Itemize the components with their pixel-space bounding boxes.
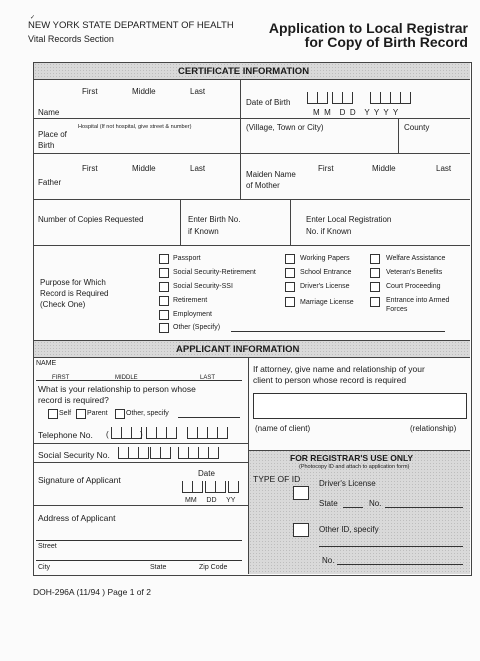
row-divider <box>34 79 470 80</box>
registrar-state-label: State <box>319 499 338 508</box>
registrar-no2-label: No. <box>322 556 335 565</box>
drivers-license-id-label: Driver's License <box>319 479 376 488</box>
telephone-number-boxes[interactable] <box>187 427 228 439</box>
attorney-instructions-1: If attorney, give name and relationship of your <box>253 364 425 374</box>
veterans-checkbox[interactable] <box>370 268 380 278</box>
other-purpose-checkbox[interactable] <box>159 323 169 333</box>
other-relationship-checkbox[interactable] <box>115 409 125 419</box>
maiden-label-1: Maiden Name <box>246 170 296 179</box>
court-checkbox[interactable] <box>370 282 380 292</box>
school-entrance-checkbox[interactable] <box>285 268 295 278</box>
row-divider <box>34 462 248 463</box>
purpose-label-1: Purpose for Which <box>40 278 106 287</box>
ss-ssi-label: Social Security-SSI <box>173 283 233 290</box>
date-month-boxes[interactable] <box>182 481 203 493</box>
row-divider <box>34 443 248 444</box>
applicant-first-label: FIRST <box>52 375 70 381</box>
working-papers-label: Working Papers <box>300 255 350 262</box>
row-divider <box>34 357 470 358</box>
county-label: County <box>404 123 430 132</box>
applicant-last-label: LAST <box>200 375 216 381</box>
retirement-label: Retirement <box>173 297 208 304</box>
dob-format-hint: M M D D Y Y Y Y <box>313 108 399 117</box>
date-label: Date <box>198 469 215 478</box>
cert-name-label: Name <box>38 108 60 117</box>
row-divider <box>34 118 470 119</box>
armed-forces-label-2: Forces <box>386 306 408 313</box>
date-format-hint: MM DD YY <box>185 497 236 504</box>
certificate-heading: CERTIFICATE INFORMATION <box>178 66 310 77</box>
row-divider <box>34 245 470 246</box>
hospital-label: Hospital (If not hospital, give street & number) <box>78 124 192 130</box>
relationship-question-2: record is required? <box>38 395 109 405</box>
ssn-part1-boxes[interactable] <box>118 447 149 459</box>
other-id-field[interactable] <box>319 546 463 547</box>
section-name: Vital Records Section <box>28 34 114 44</box>
local-reg-label-2: No. if Known <box>306 227 352 236</box>
signature-label: Signature of Applicant <box>38 475 121 485</box>
place-label-1: Place of <box>38 130 67 139</box>
col-divider <box>398 119 399 153</box>
place-label-2: Birth <box>38 141 55 150</box>
form-title-line1: Application to Local Registrar <box>268 20 468 36</box>
col-divider <box>290 200 291 245</box>
col-divider <box>240 80 241 118</box>
applicant-heading: APPLICANT INFORMATION <box>176 344 300 355</box>
date-year-boxes[interactable] <box>228 481 239 493</box>
applicant-name-label: NAME <box>36 360 57 367</box>
self-label: Self <box>59 410 72 417</box>
street-field[interactable] <box>36 540 242 541</box>
zip-label: Zip Code <box>199 564 228 571</box>
other-id-checkbox[interactable] <box>293 523 309 537</box>
registrar-note: (Photocopy ID and attach to application form) <box>299 464 410 470</box>
ss-retirement-label: Social Security-Retirement <box>173 269 256 276</box>
veterans-label: Veteran's Benefits <box>386 269 443 276</box>
telephone-paren-open: ( <box>106 430 109 439</box>
father-first-label: First <box>82 164 98 173</box>
registrar-no2-field[interactable] <box>337 564 463 565</box>
ssn-part2-boxes[interactable] <box>150 447 171 459</box>
relationship-label: (relationship) <box>410 424 457 433</box>
ss-ssi-checkbox[interactable] <box>159 282 169 292</box>
working-papers-checkbox[interactable] <box>285 254 295 264</box>
village-label: (Village, Town or City) <box>246 123 324 132</box>
client-box[interactable] <box>253 393 467 419</box>
telephone-label: Telephone No. <box>38 430 93 440</box>
telephone-area-code-boxes[interactable] <box>111 427 142 439</box>
ssn-label: Social Security No. <box>38 450 110 460</box>
applicant-middle-label: MIDDLE <box>115 375 138 381</box>
mother-middle-label: Middle <box>372 164 396 173</box>
city-state-zip-field[interactable] <box>36 560 242 561</box>
date-day-boxes[interactable] <box>205 481 226 493</box>
col-divider <box>180 200 181 245</box>
dob-month-boxes[interactable] <box>307 92 328 104</box>
telephone-paren-close: ) <box>140 430 143 439</box>
registrar-heading: FOR REGISTRAR'S USE ONLY <box>290 453 414 463</box>
dob-day-boxes[interactable] <box>332 92 353 104</box>
welfare-label: Welfare Assistance <box>386 255 446 262</box>
retirement-checkbox[interactable] <box>159 296 169 306</box>
birth-no-label-2: if Known <box>188 227 219 236</box>
telephone-exchange-boxes[interactable] <box>146 427 177 439</box>
father-middle-label: Middle <box>132 164 156 173</box>
row-divider <box>34 199 470 200</box>
registrar-no-field[interactable] <box>385 507 463 508</box>
street-label: Street <box>38 543 57 550</box>
drivers-license-id-checkbox[interactable] <box>293 486 309 500</box>
other-purpose-label: Other (Specify) <box>173 324 221 331</box>
copies-label: Number of Copies Requested <box>38 215 144 224</box>
registrar-no-label: No. <box>369 499 382 508</box>
form-title-line2: for Copy of Birth Record <box>304 34 468 50</box>
attorney-instructions-2: client to person whose record is required <box>253 375 407 385</box>
drivers-license-checkbox[interactable] <box>285 282 295 292</box>
armed-forces-checkbox[interactable] <box>370 297 380 307</box>
col-divider <box>240 119 241 153</box>
cert-last-label: Last <box>190 87 206 96</box>
employment-label: Employment <box>173 311 212 318</box>
school-entrance-label: School Entrance <box>300 269 352 276</box>
drivers-license-label: Driver's License <box>300 283 350 290</box>
header-mark: ✓ <box>30 15 36 21</box>
purpose-label-3: (Check One) <box>40 300 86 309</box>
parent-label: Parent <box>87 410 108 417</box>
self-checkbox[interactable] <box>48 409 58 419</box>
relationship-question-1: What is your relationship to person whose <box>38 384 196 394</box>
agency-name: NEW YORK STATE DEPARTMENT OF HEALTH <box>28 20 234 31</box>
court-label: Court Proceeding <box>386 283 441 290</box>
other-purpose-field[interactable] <box>231 331 445 332</box>
mother-first-label: First <box>318 164 334 173</box>
form-number: DOH-296A (11/94 ) Page 1 of 2 <box>33 587 151 597</box>
father-label: Father <box>38 178 62 187</box>
state-label: State <box>150 564 167 571</box>
passport-checkbox[interactable] <box>159 254 169 264</box>
other-relationship-field[interactable] <box>178 417 240 418</box>
address-label: Address of Applicant <box>38 513 116 523</box>
col-divider <box>240 154 241 199</box>
purpose-label-2: Record is Required <box>40 289 109 298</box>
ss-retirement-checkbox[interactable] <box>159 268 169 278</box>
marriage-license-label: Marriage License <box>300 299 354 306</box>
father-last-label: Last <box>190 164 206 173</box>
ssn-part3-boxes[interactable] <box>178 447 219 459</box>
client-label: (name of client) <box>255 424 311 433</box>
row-divider <box>249 450 470 451</box>
type-of-id-label: TYPE OF ID <box>253 474 301 484</box>
employment-checkbox[interactable] <box>159 310 169 320</box>
dob-year-boxes[interactable] <box>370 92 411 104</box>
armed-forces-label-1: Entrance into Armed <box>386 297 450 304</box>
row-divider <box>34 153 470 154</box>
mother-last-label: Last <box>436 164 452 173</box>
dob-label: Date of Birth <box>246 98 291 107</box>
welfare-checkbox[interactable] <box>370 254 380 264</box>
other-id-label: Other ID, specify <box>319 525 379 534</box>
marriage-license-checkbox[interactable] <box>285 297 295 307</box>
passport-label: Passport <box>173 255 201 262</box>
birth-no-label-1: Enter Birth No. <box>188 215 241 224</box>
cert-first-label: First <box>82 87 98 96</box>
local-reg-label-1: Enter Local Registration <box>306 215 392 224</box>
maiden-label-2: of Mother <box>246 181 280 190</box>
city-label: City <box>38 564 51 571</box>
parent-checkbox[interactable] <box>76 409 86 419</box>
cert-middle-label: Middle <box>132 87 156 96</box>
registrar-state-field[interactable] <box>343 507 363 508</box>
other-relationship-label: Other, specify <box>126 410 169 417</box>
row-divider <box>34 505 248 506</box>
